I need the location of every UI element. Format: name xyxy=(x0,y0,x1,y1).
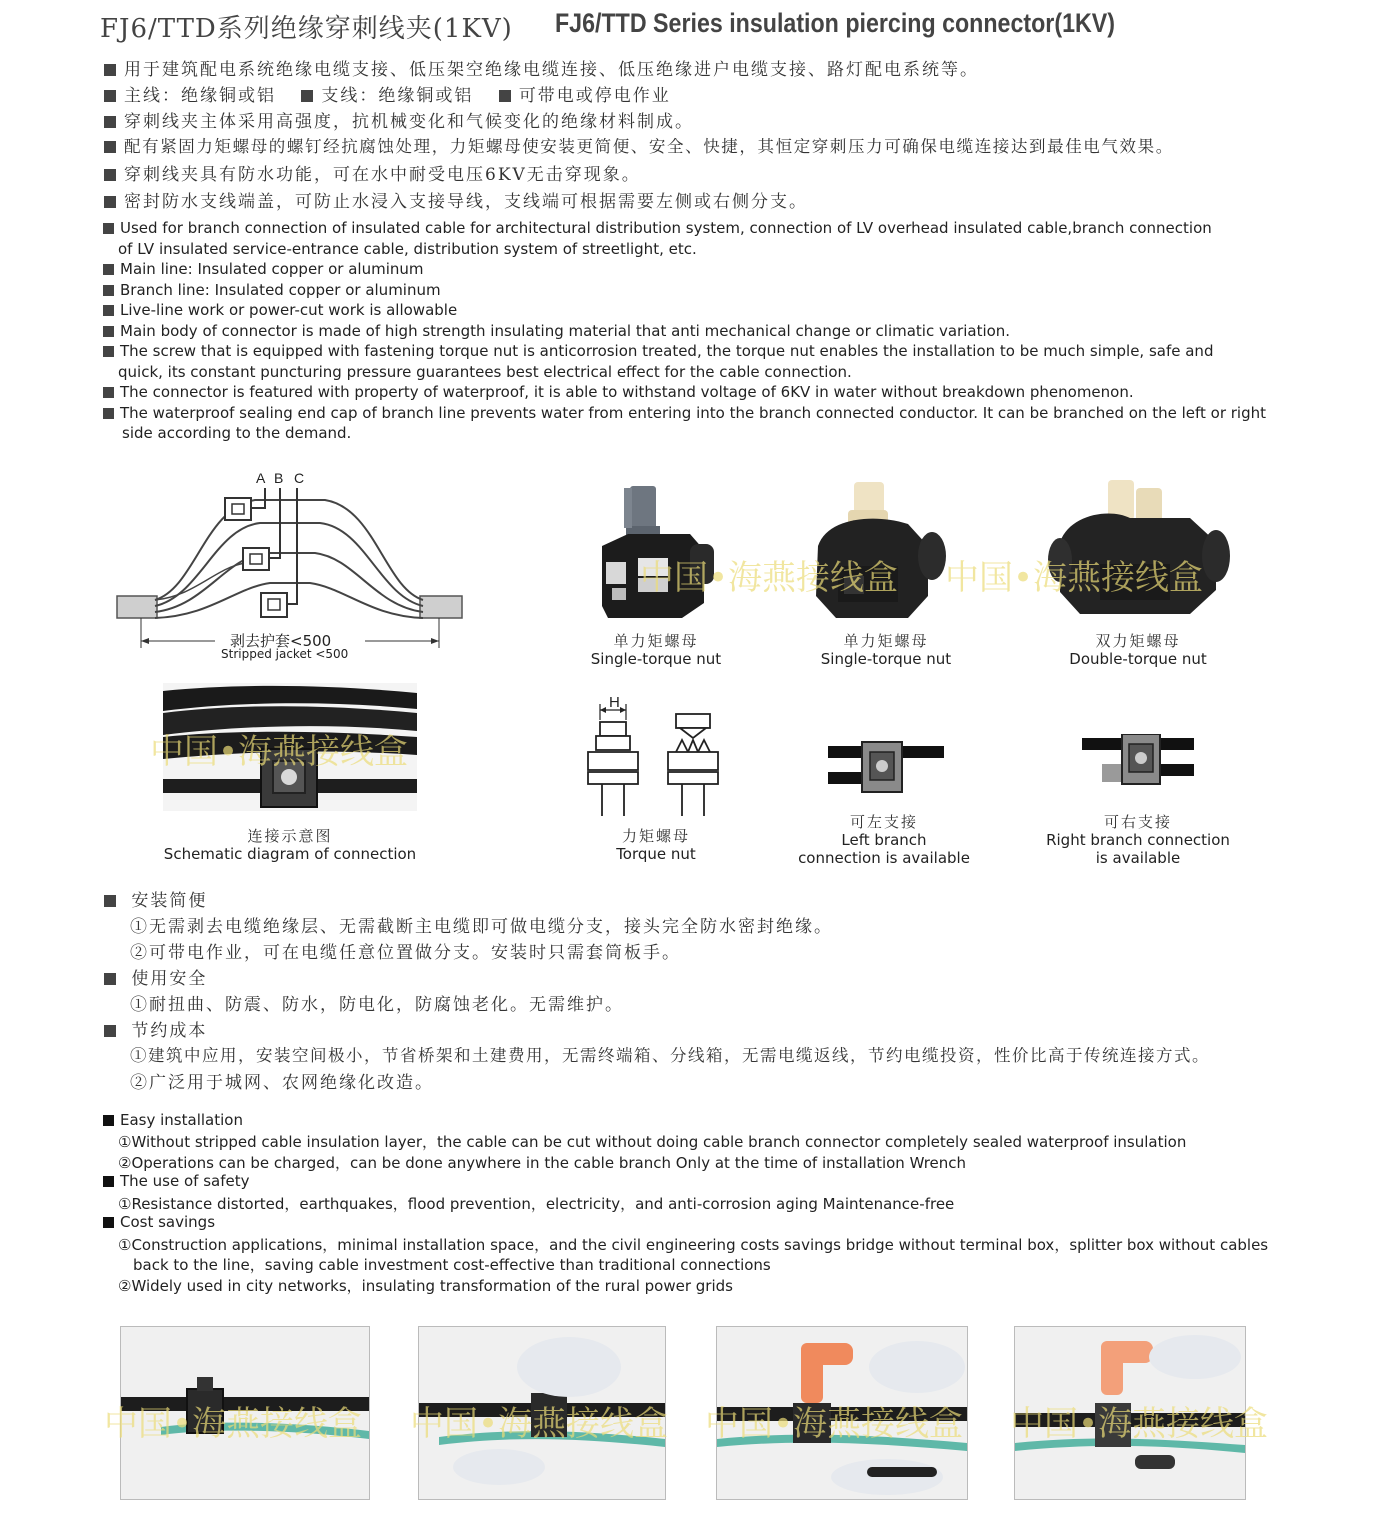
torque-h-label: H xyxy=(609,694,620,711)
benefit-cn-3-1: ①建筑中应用，安装空间极小，节省桥架和土建费用，无需终端箱、分线箱，无需电缆返线，节约电缆投资，性价比高于传统连接方式。 xyxy=(130,1046,1210,1065)
single-torque-connector-cream xyxy=(808,476,948,626)
product-caption-2: 单力矩螺母 Single-torque nut xyxy=(820,632,952,668)
watermark-6: 中国•海燕接线盒 xyxy=(705,1404,964,1444)
feature-cn-4: 配有紧固力矩螺母的螺钉经抗腐蚀处理，力矩螺母使安装更简便、安全、快捷，其恒定穿刺压力可确保电缆连接达到最佳电气效果。 xyxy=(104,133,1174,157)
feature-cn-5: 穿刺线夹具有防水功能，可在水中耐受电压6KV无击穿现象。 xyxy=(104,160,641,185)
feature-en-1: Used for branch connection of insulated cable for architectural distribution system, connection of LV overhead insulated cable,branch connection xyxy=(103,219,1212,237)
watermark-3: 中国•海燕接线盒 xyxy=(150,732,409,772)
benefit-en-heading-1: Easy installation xyxy=(103,1111,243,1129)
page-title-cn: FJ6/TTD系列绝缘穿刺线夹(1KV) xyxy=(100,14,513,44)
bullet-icon xyxy=(103,264,114,275)
watermark-2: 中国•海燕接线盒 xyxy=(945,558,1204,598)
double-torque-connector xyxy=(1040,472,1230,622)
install-step-photo-2 xyxy=(418,1326,666,1500)
install-step-photo-4 xyxy=(1014,1326,1246,1500)
benefit-en-3-1b: back to the line，saving cable investment cost-effective than traditional connections xyxy=(133,1256,771,1274)
bullet-icon xyxy=(104,973,116,985)
benefit-cn-heading-3: 节约成本 xyxy=(104,1016,207,1041)
left-branch-caption: 可左支接 Left branch connection is available xyxy=(798,813,970,867)
bullet-icon xyxy=(103,326,114,337)
benefit-en-1-2: ②Operations can be charged，can be done anywhere in the cable branch Only at the time of installation Wrench xyxy=(118,1154,967,1172)
feature-cn-1: 用于建筑配电系统绝缘电缆支接、低压架空绝缘电缆连接、低压绝缘进户电缆支接、路灯配电系统等。 xyxy=(104,55,979,80)
benefit-en-3-1: ①Construction applications，minimal installation space，and the civil engineering costs savings bridge without terminal box，splitter box without cables xyxy=(118,1236,1269,1254)
stripped-jacket-cn: 剥去护套<500 xyxy=(230,632,332,650)
torque-nut-drawing xyxy=(584,694,728,822)
feature-en-8b: side according to the demand. xyxy=(122,424,352,442)
phase-label-a: A xyxy=(256,470,266,486)
bullet-icon xyxy=(103,1176,114,1187)
benefit-en-3-2: ②Widely used in city networks，insulating transformation of the rural power grids xyxy=(118,1277,733,1295)
feature-en-2: Main line: Insulated copper or aluminum xyxy=(103,260,424,278)
bullet-icon xyxy=(103,223,114,234)
torque-nut-caption: 力矩螺母 Torque nut xyxy=(616,827,696,863)
install-step-photo-1 xyxy=(120,1326,370,1500)
feature-en-8: The waterproof sealing end cap of branch line prevents water from entering into the branch connected conductor. It can be branched on the left or right xyxy=(103,404,1266,422)
phase-label-c: C xyxy=(294,470,305,486)
stripped-jacket-en: Stripped jacket <500 xyxy=(221,647,349,661)
bullet-icon xyxy=(104,196,116,208)
bullet-icon xyxy=(104,90,116,102)
benefit-en-2-1: ①Resistance distorted，earthquakes，flood prevention，electricity，and anti-corrosion aging Maintenance-free xyxy=(118,1195,955,1213)
bullet-icon xyxy=(499,90,511,102)
single-torque-connector-gray xyxy=(598,478,718,628)
bullet-icon xyxy=(104,116,116,128)
product-caption-1: 单力矩螺母 Single-torque nut xyxy=(590,632,722,668)
benefit-cn-1-2: ②可带电作业，可在电缆任意位置做分支。安装时只需套筒板手。 xyxy=(130,943,681,963)
feature-cn-3: 穿刺线夹主体采用高强度，抗机械变化和气候变化的绝缘材料制成。 xyxy=(104,107,694,132)
benefit-cn-heading-2: 使用安全 xyxy=(104,964,207,989)
product-caption-3: 双力矩螺母 Double-torque nut xyxy=(1069,632,1207,668)
bullet-icon xyxy=(104,64,116,76)
bullet-icon xyxy=(103,1115,114,1126)
bullet-icon xyxy=(103,305,114,316)
benefit-en-heading-2: The use of safety xyxy=(103,1172,250,1190)
install-step-photo-3 xyxy=(716,1326,968,1500)
feature-cn-6: 密封防水支线端盖，可防止水浸入支接导线，支线端可根据需要左侧或右侧分支。 xyxy=(104,187,808,212)
bullet-icon xyxy=(104,895,116,907)
watermark-1: 中国•海燕接线盒 xyxy=(640,558,899,598)
benefit-cn-heading-1: 安装简便 xyxy=(104,886,207,911)
right-branch-caption: 可右支接 Right branch connection is available xyxy=(1046,813,1230,867)
feature-en-4: Live-line work or power-cut work is allowable xyxy=(103,301,457,319)
feature-en-7: The connector is featured with property of waterproof, it is able to withstand voltage of 6KV in water without breakdown phenomenon. xyxy=(103,383,1134,401)
bullet-icon xyxy=(301,90,313,102)
watermark-5: 中国•海燕接线盒 xyxy=(410,1404,669,1444)
feature-en-6b: quick, its constant puncturing pressure guarantees best electrical effect for the cable connection. xyxy=(118,363,852,381)
right-branch-diagram xyxy=(1082,734,1194,790)
phase-label-b: B xyxy=(274,470,284,486)
feature-en-6: The screw that is equipped with fastening torque nut is anticorrosion treated, the torque nut enables the installation to be much simple, safe and xyxy=(103,342,1213,360)
feature-cn-2: 主线：绝缘铜或铝 支线：绝缘铜或铝 可带电或停电作业 xyxy=(104,81,671,106)
feature-en-1b: of LV insulated service-entrance cable, distribution system of streetlight, etc. xyxy=(118,240,697,258)
bullet-icon xyxy=(103,408,114,419)
benefit-en-heading-3: Cost savings xyxy=(103,1213,215,1231)
bullet-icon xyxy=(104,1025,116,1037)
feature-en-5: Main body of connector is made of high strength insulating material that anti mechanical change or climatic variation. xyxy=(103,322,1010,340)
benefit-en-1-1: ①Without stripped cable insulation layer，the cable can be cut without doing cable branch connector completely sealed waterproof insulation xyxy=(118,1133,1187,1151)
benefit-cn-2-1: ①耐扭曲、防震、防水，防电化，防腐蚀老化。无需维护。 xyxy=(130,995,624,1015)
bullet-icon xyxy=(103,346,114,357)
bullet-icon xyxy=(103,1217,114,1228)
benefit-cn-3-2: ②广泛用于城网、农网绝缘化改造。 xyxy=(130,1073,434,1093)
schematic-caption: 连接示意图 Schematic diagram of connection xyxy=(163,827,417,863)
bullet-icon xyxy=(103,387,114,398)
watermark-7: 中国•海燕接线盒 xyxy=(1010,1404,1269,1444)
feature-en-3: Branch line: Insulated copper or aluminum xyxy=(103,281,441,299)
bullet-icon xyxy=(103,285,114,296)
bullet-icon xyxy=(104,141,116,153)
bullet-icon xyxy=(104,169,116,181)
benefit-cn-1-1: ①无需剥去电缆绝缘层、无需截断主电缆即可做电缆分支，接头完全防水密封绝缘。 xyxy=(130,917,833,937)
left-branch-diagram xyxy=(828,740,944,796)
watermark-4: 中国•海燕接线盒 xyxy=(104,1404,363,1444)
schematic-connection-photo xyxy=(163,683,417,811)
page-title-en: FJ6/TTD Series insulation piercing connector(1KV) xyxy=(555,8,1115,38)
